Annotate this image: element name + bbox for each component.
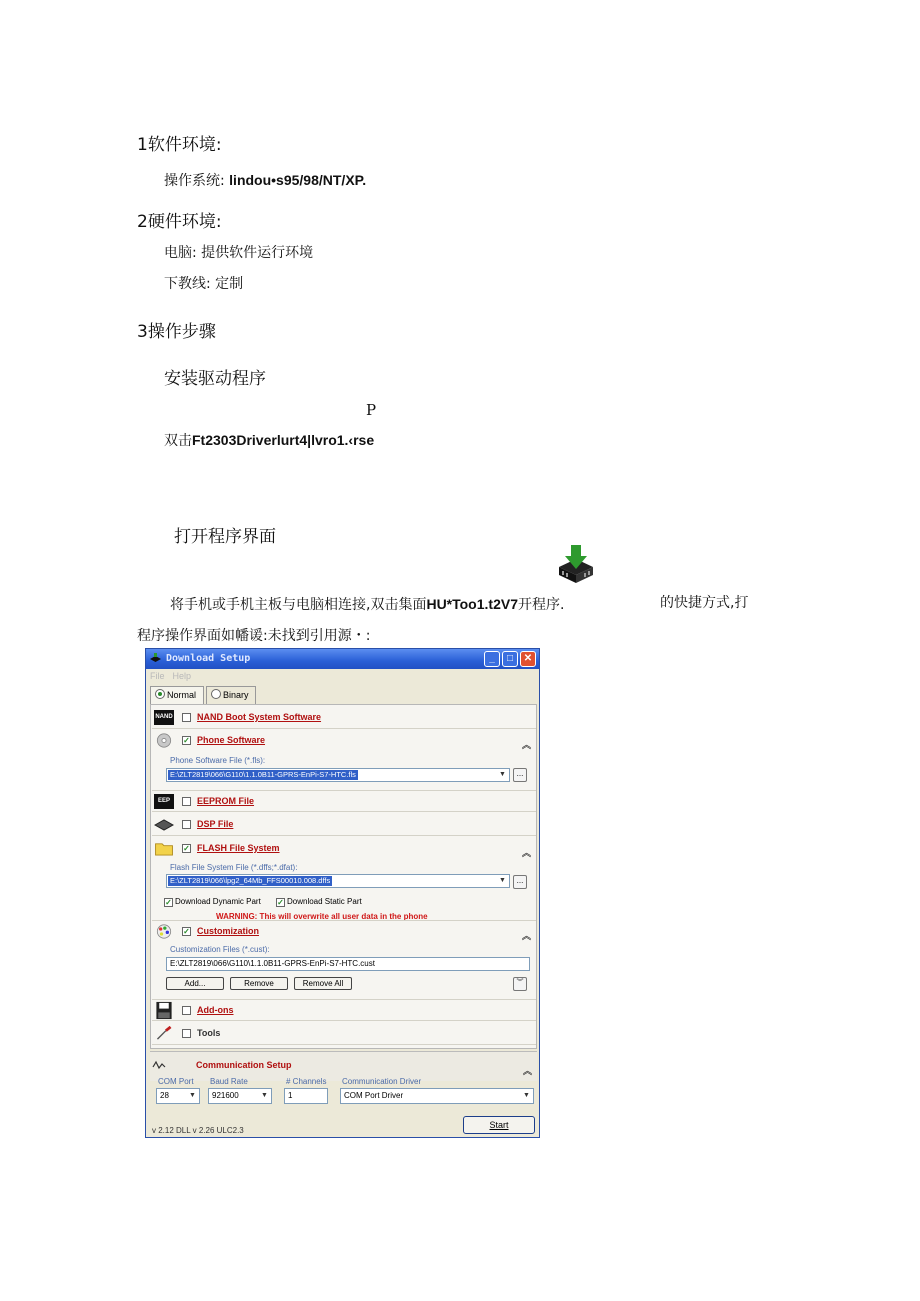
chevron-down-icon[interactable]: ▼: [499, 877, 506, 884]
driver-value: COM Port Driver: [344, 1091, 404, 1100]
collapse-flash-icon[interactable]: ︽: [521, 848, 531, 858]
folder-icon: [154, 841, 174, 856]
dsp-checkbox[interactable]: [182, 820, 191, 829]
customization-checkbox[interactable]: ✓: [183, 927, 190, 936]
customization-files-list[interactable]: E:\ZLT2819\066\G110\1.1.0B11-GPRS-EnPi-S7-HTC.cust: [166, 957, 530, 971]
os-value: lindou•s95/98/NT/XP.: [229, 172, 367, 188]
nand-label: NAND Boot System Software: [197, 712, 322, 722]
version-info: v 2.12 DLL v 2.26 ULC2.3: [152, 1126, 244, 1135]
nand-checkbox[interactable]: [182, 713, 191, 722]
palette-icon: [154, 924, 174, 939]
addons-label: Add-ons: [197, 1005, 234, 1015]
program-interface-line: 程序操作界面如幡谖:未找到引用源・:: [137, 628, 371, 644]
download-shortcut-icon[interactable]: [557, 545, 595, 585]
dynamic-part-checkbox[interactable]: ✓: [165, 898, 172, 907]
phone-file-combo[interactable]: [166, 768, 510, 782]
static-part-label: Download Static Part: [287, 897, 362, 906]
channels-label: # Channels: [286, 1077, 327, 1086]
dsp-row: [152, 814, 536, 836]
addons-row: [152, 999, 536, 1021]
overwrite-warning: WARNING: This will overwrite all user data in the phone: [216, 912, 428, 921]
double-click-line: [164, 430, 374, 450]
pc-line: 电脑: 提供软件运行环境: [164, 245, 314, 261]
dynamic-part-label: Download Dynamic Part: [175, 897, 261, 906]
tab-binary-label: Binary: [223, 690, 249, 700]
download-setup-window: [145, 648, 540, 1138]
close-button[interactable]: ✕: [520, 651, 536, 667]
tools-checkbox[interactable]: [182, 1029, 191, 1038]
disk-icon: [154, 1001, 174, 1020]
heading-open-ui: 打开程序界面: [174, 527, 276, 547]
phone-software-label: Phone Software: [197, 735, 266, 745]
heading-hardware-env: 2硬件环境:: [137, 212, 222, 232]
phone-file-value: E:\ZLT2819\066\G110\1.1.0B11-GPRS-EnPi-S7-HTC.fls: [170, 770, 356, 779]
binary-radio[interactable]: [211, 689, 221, 699]
chevron-down-icon[interactable]: ▼: [261, 1092, 268, 1099]
connect-prefix: 将手机或手机主板与电脑相连接,双击集面: [170, 597, 427, 613]
tab-binary[interactable]: [206, 686, 256, 704]
window-title: Download Setup: [166, 653, 251, 664]
menu-file[interactable]: File: [150, 671, 165, 681]
minimize-button[interactable]: _: [484, 651, 500, 667]
tool-name: HU*Too1.t2V7: [426, 596, 518, 612]
heading-install-driver: 安装驱动程序: [164, 369, 266, 389]
communication-setup-title: Communication Setup: [196, 1060, 292, 1070]
eeprom-checkbox[interactable]: [182, 797, 191, 806]
dynamic-part-option[interactable]: [164, 897, 261, 907]
channels-input[interactable]: 1: [284, 1088, 328, 1104]
flash-file-combo[interactable]: [166, 874, 510, 888]
start-button[interactable]: Start: [463, 1116, 535, 1134]
maximize-button[interactable]: □: [502, 651, 518, 667]
cd-icon: [154, 733, 174, 748]
customization-label: Customization: [197, 926, 259, 936]
normal-radio[interactable]: [155, 689, 165, 699]
flash-label: FLASH File System: [197, 843, 280, 853]
double-click-prefix: 双击: [164, 433, 192, 449]
phone-software-checkbox[interactable]: ✓: [183, 736, 190, 745]
collapse-customization-icon[interactable]: ︽: [521, 931, 531, 941]
eeprom-label: EEPROM File: [197, 796, 255, 806]
collapse-phone-icon[interactable]: ︽: [521, 740, 531, 750]
flash-file-browse-button[interactable]: ...: [513, 875, 527, 889]
flash-file-value: E:\ZLT2819\066\lpg2_64Mb_FFS00010.008.dffs: [170, 876, 331, 885]
flash-row: [152, 838, 536, 863]
tools-label: Tools: [197, 1028, 221, 1038]
com-port-label: COM Port: [158, 1077, 194, 1086]
eeprom-row: [152, 790, 536, 812]
static-part-checkbox[interactable]: ✓: [277, 898, 284, 907]
flash-file-label: Flash File System File (*.dffs;*.dfat):: [170, 863, 298, 872]
driver-select[interactable]: [340, 1088, 534, 1104]
dsp-label: DSP File: [197, 819, 234, 829]
stray-letter: P: [366, 401, 377, 419]
add-button[interactable]: Add...: [166, 977, 224, 990]
screwdriver-icon: [154, 1026, 174, 1041]
remove-button[interactable]: Remove: [230, 977, 288, 990]
chevron-down-icon[interactable]: ▼: [189, 1092, 196, 1099]
phone-file-browse-button[interactable]: ...: [513, 768, 527, 782]
com-port-value: 28: [160, 1091, 169, 1100]
tools-row: [152, 1023, 536, 1045]
com-port-select[interactable]: [156, 1088, 200, 1104]
tab-normal-label: Normal: [167, 690, 197, 700]
static-part-option[interactable]: [276, 897, 362, 907]
window-titlebar[interactable]: [146, 649, 539, 669]
shortcut-text: 的快捷方式,打: [660, 595, 749, 611]
os-label: 操作系统:: [164, 173, 230, 189]
heading-software-env: 1软件环境:: [137, 135, 222, 155]
dsp-chip-icon: [154, 817, 174, 832]
expand-icon[interactable]: ︾: [513, 977, 527, 991]
driver-label: Communication Driver: [342, 1077, 422, 1086]
baud-rate-value: 921600: [212, 1091, 239, 1100]
tab-normal[interactable]: [150, 686, 204, 704]
menu-bar: [150, 671, 199, 681]
nand-chip-icon: NAND: [154, 710, 174, 725]
os-line: [164, 170, 366, 190]
phone-file-label: Phone Software File (*.fls):: [170, 756, 266, 765]
cable-line: 下教线: 定制: [164, 276, 244, 292]
customization-row: [152, 920, 536, 944]
eeprom-chip-icon: EEP: [154, 794, 174, 809]
customization-files-label: Customization Files (*.cust):: [170, 945, 270, 954]
app-icon: [150, 653, 161, 664]
baud-rate-label: Baud Rate: [210, 1077, 248, 1086]
connect-suffix: 开程序.: [518, 597, 565, 613]
menu-help[interactable]: Help: [172, 671, 192, 681]
addons-checkbox[interactable]: [182, 1006, 191, 1015]
heading-steps: 3操作步骤: [137, 322, 216, 342]
chevron-down-icon[interactable]: ▼: [499, 771, 506, 778]
baud-rate-select[interactable]: [208, 1088, 272, 1104]
chevron-down-icon[interactable]: ▼: [523, 1092, 530, 1099]
phone-software-row: [152, 730, 536, 755]
nand-row: [152, 707, 536, 729]
signal-icon: [152, 1059, 172, 1071]
connect-line: [170, 594, 564, 614]
driver-filename: Ft2303Driverlurt4|lvro1.‹rse: [192, 432, 375, 448]
remove-all-button[interactable]: Remove All: [294, 977, 352, 990]
flash-checkbox[interactable]: ✓: [183, 844, 190, 853]
collapse-communication-icon[interactable]: ︽: [522, 1066, 532, 1076]
